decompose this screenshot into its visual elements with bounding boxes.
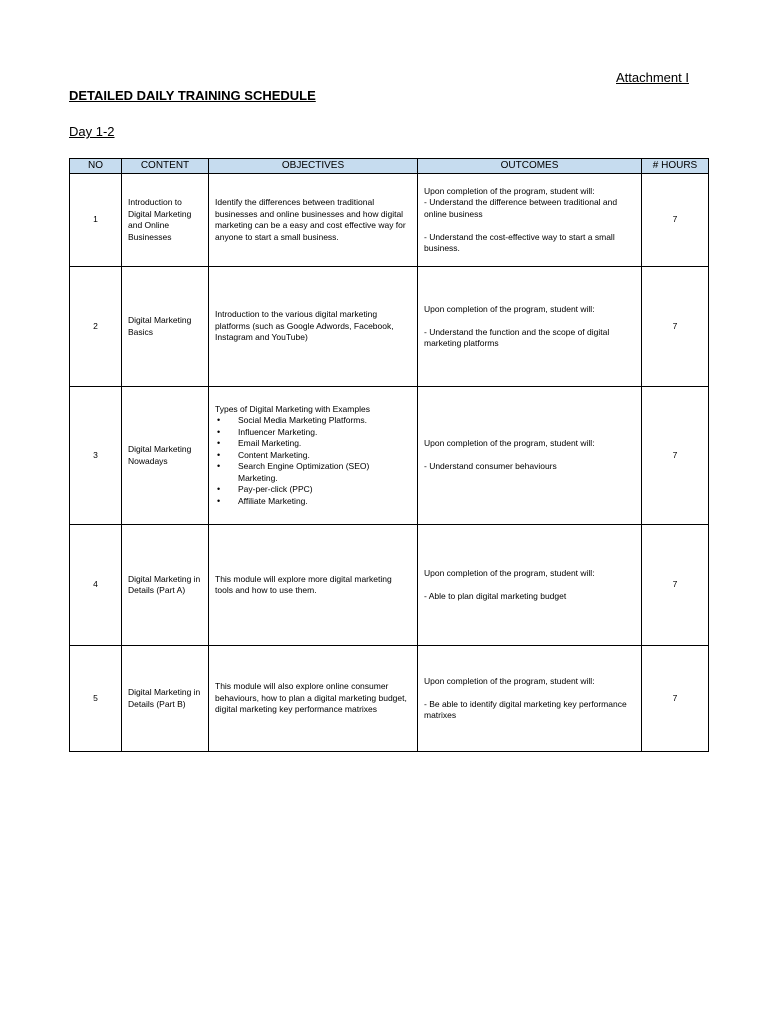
cell-no: 5 bbox=[70, 646, 122, 752]
cell-outcomes bbox=[418, 646, 642, 752]
cell-outcomes bbox=[418, 174, 642, 267]
cell-objectives: This module will explore more digital marketing tools and how to use them. bbox=[209, 525, 418, 646]
column-header-outcomes: OUTCOMES bbox=[418, 159, 642, 174]
table-row bbox=[70, 174, 709, 267]
outcome-item: - Understand the difference between traditional and online business bbox=[424, 197, 618, 219]
table-row bbox=[70, 267, 709, 387]
outcome-intro: Upon completion of the program, student will: bbox=[424, 185, 595, 196]
list-item: • Content Marketing. bbox=[215, 450, 411, 462]
column-header-hours: # HOURS bbox=[642, 159, 709, 174]
cell-hours: 7 bbox=[642, 387, 709, 525]
cell-outcomes bbox=[418, 525, 642, 646]
outcome-intro: Upon completion of the program, student will: bbox=[424, 567, 595, 578]
column-header-content: CONTENT bbox=[122, 159, 209, 174]
cell-content: Introduction to Digital Marketing and Online Businesses bbox=[122, 174, 209, 267]
outcome-intro: Upon completion of the program, student will: bbox=[424, 438, 595, 449]
outcome-item: - Understand the cost-effective way to start a small business. bbox=[424, 231, 615, 253]
cell-hours: 7 bbox=[642, 174, 709, 267]
outcome-item: - Understand the function and the scope of digital marketing platforms bbox=[424, 326, 610, 348]
list-item: • Influencer Marketing. bbox=[215, 427, 411, 439]
list-item: • Email Marketing. bbox=[215, 438, 411, 450]
cell-hours: 7 bbox=[642, 267, 709, 387]
list-item: • Social Media Marketing Platforms. bbox=[215, 415, 411, 427]
cell-no: 2 bbox=[70, 267, 122, 387]
table-row bbox=[70, 525, 709, 646]
cell-content: Digital Marketing in Details (Part B) bbox=[122, 646, 209, 752]
cell-outcomes bbox=[418, 387, 642, 525]
column-header-no: NO bbox=[70, 159, 122, 174]
table-row bbox=[70, 387, 709, 525]
document-title: DETAILED DAILY TRAINING SCHEDULE bbox=[69, 88, 316, 103]
outcome-item: - Be able to identify digital marketing key performance matrixes bbox=[424, 698, 627, 720]
objectives-bullet-list bbox=[215, 415, 411, 507]
cell-hours: 7 bbox=[642, 525, 709, 646]
cell-no: 3 bbox=[70, 387, 122, 525]
cell-objectives bbox=[209, 387, 418, 525]
cell-objectives: Identify the differences between traditional businesses and online businesses and how digital marketing can be a easy and cost effective way for anyone to start a small business. bbox=[209, 174, 418, 267]
cell-no: 1 bbox=[70, 174, 122, 267]
attachment-label: Attachment I bbox=[616, 70, 689, 85]
objectives-intro: Types of Digital Marketing with Examples bbox=[215, 403, 370, 414]
cell-content: Digital Marketing Nowadays bbox=[122, 387, 209, 525]
cell-outcomes bbox=[418, 267, 642, 387]
outcome-intro: Upon completion of the program, student will: bbox=[424, 675, 595, 686]
outcome-item: - Understand consumer behaviours bbox=[424, 461, 557, 472]
training-schedule-table bbox=[69, 158, 709, 752]
list-item: • Search Engine Optimization (SEO) Marketing. bbox=[215, 461, 411, 484]
table-row bbox=[70, 646, 709, 752]
outcome-item: - Able to plan digital marketing budget bbox=[424, 590, 567, 601]
cell-objectives: This module will also explore online consumer behaviours, how to plan a digital marketing budget, digital marketing key performance matrixes bbox=[209, 646, 418, 752]
list-item: • Pay-per-click (PPC) bbox=[215, 484, 411, 496]
cell-no: 4 bbox=[70, 525, 122, 646]
cell-objectives: Introduction to the various digital marketing platforms (such as Google Adwords, Facebook, Instagram and YouTube) bbox=[209, 267, 418, 387]
cell-content: Digital Marketing Basics bbox=[122, 267, 209, 387]
table-header-row bbox=[70, 159, 709, 174]
outcome-intro: Upon completion of the program, student will: bbox=[424, 303, 595, 314]
day-label: Day 1-2 bbox=[69, 124, 115, 139]
cell-content: Digital Marketing in Details (Part A) bbox=[122, 525, 209, 646]
list-item: • Affiliate Marketing. bbox=[215, 496, 411, 508]
cell-hours: 7 bbox=[642, 646, 709, 752]
column-header-objectives: OBJECTIVES bbox=[209, 159, 418, 174]
